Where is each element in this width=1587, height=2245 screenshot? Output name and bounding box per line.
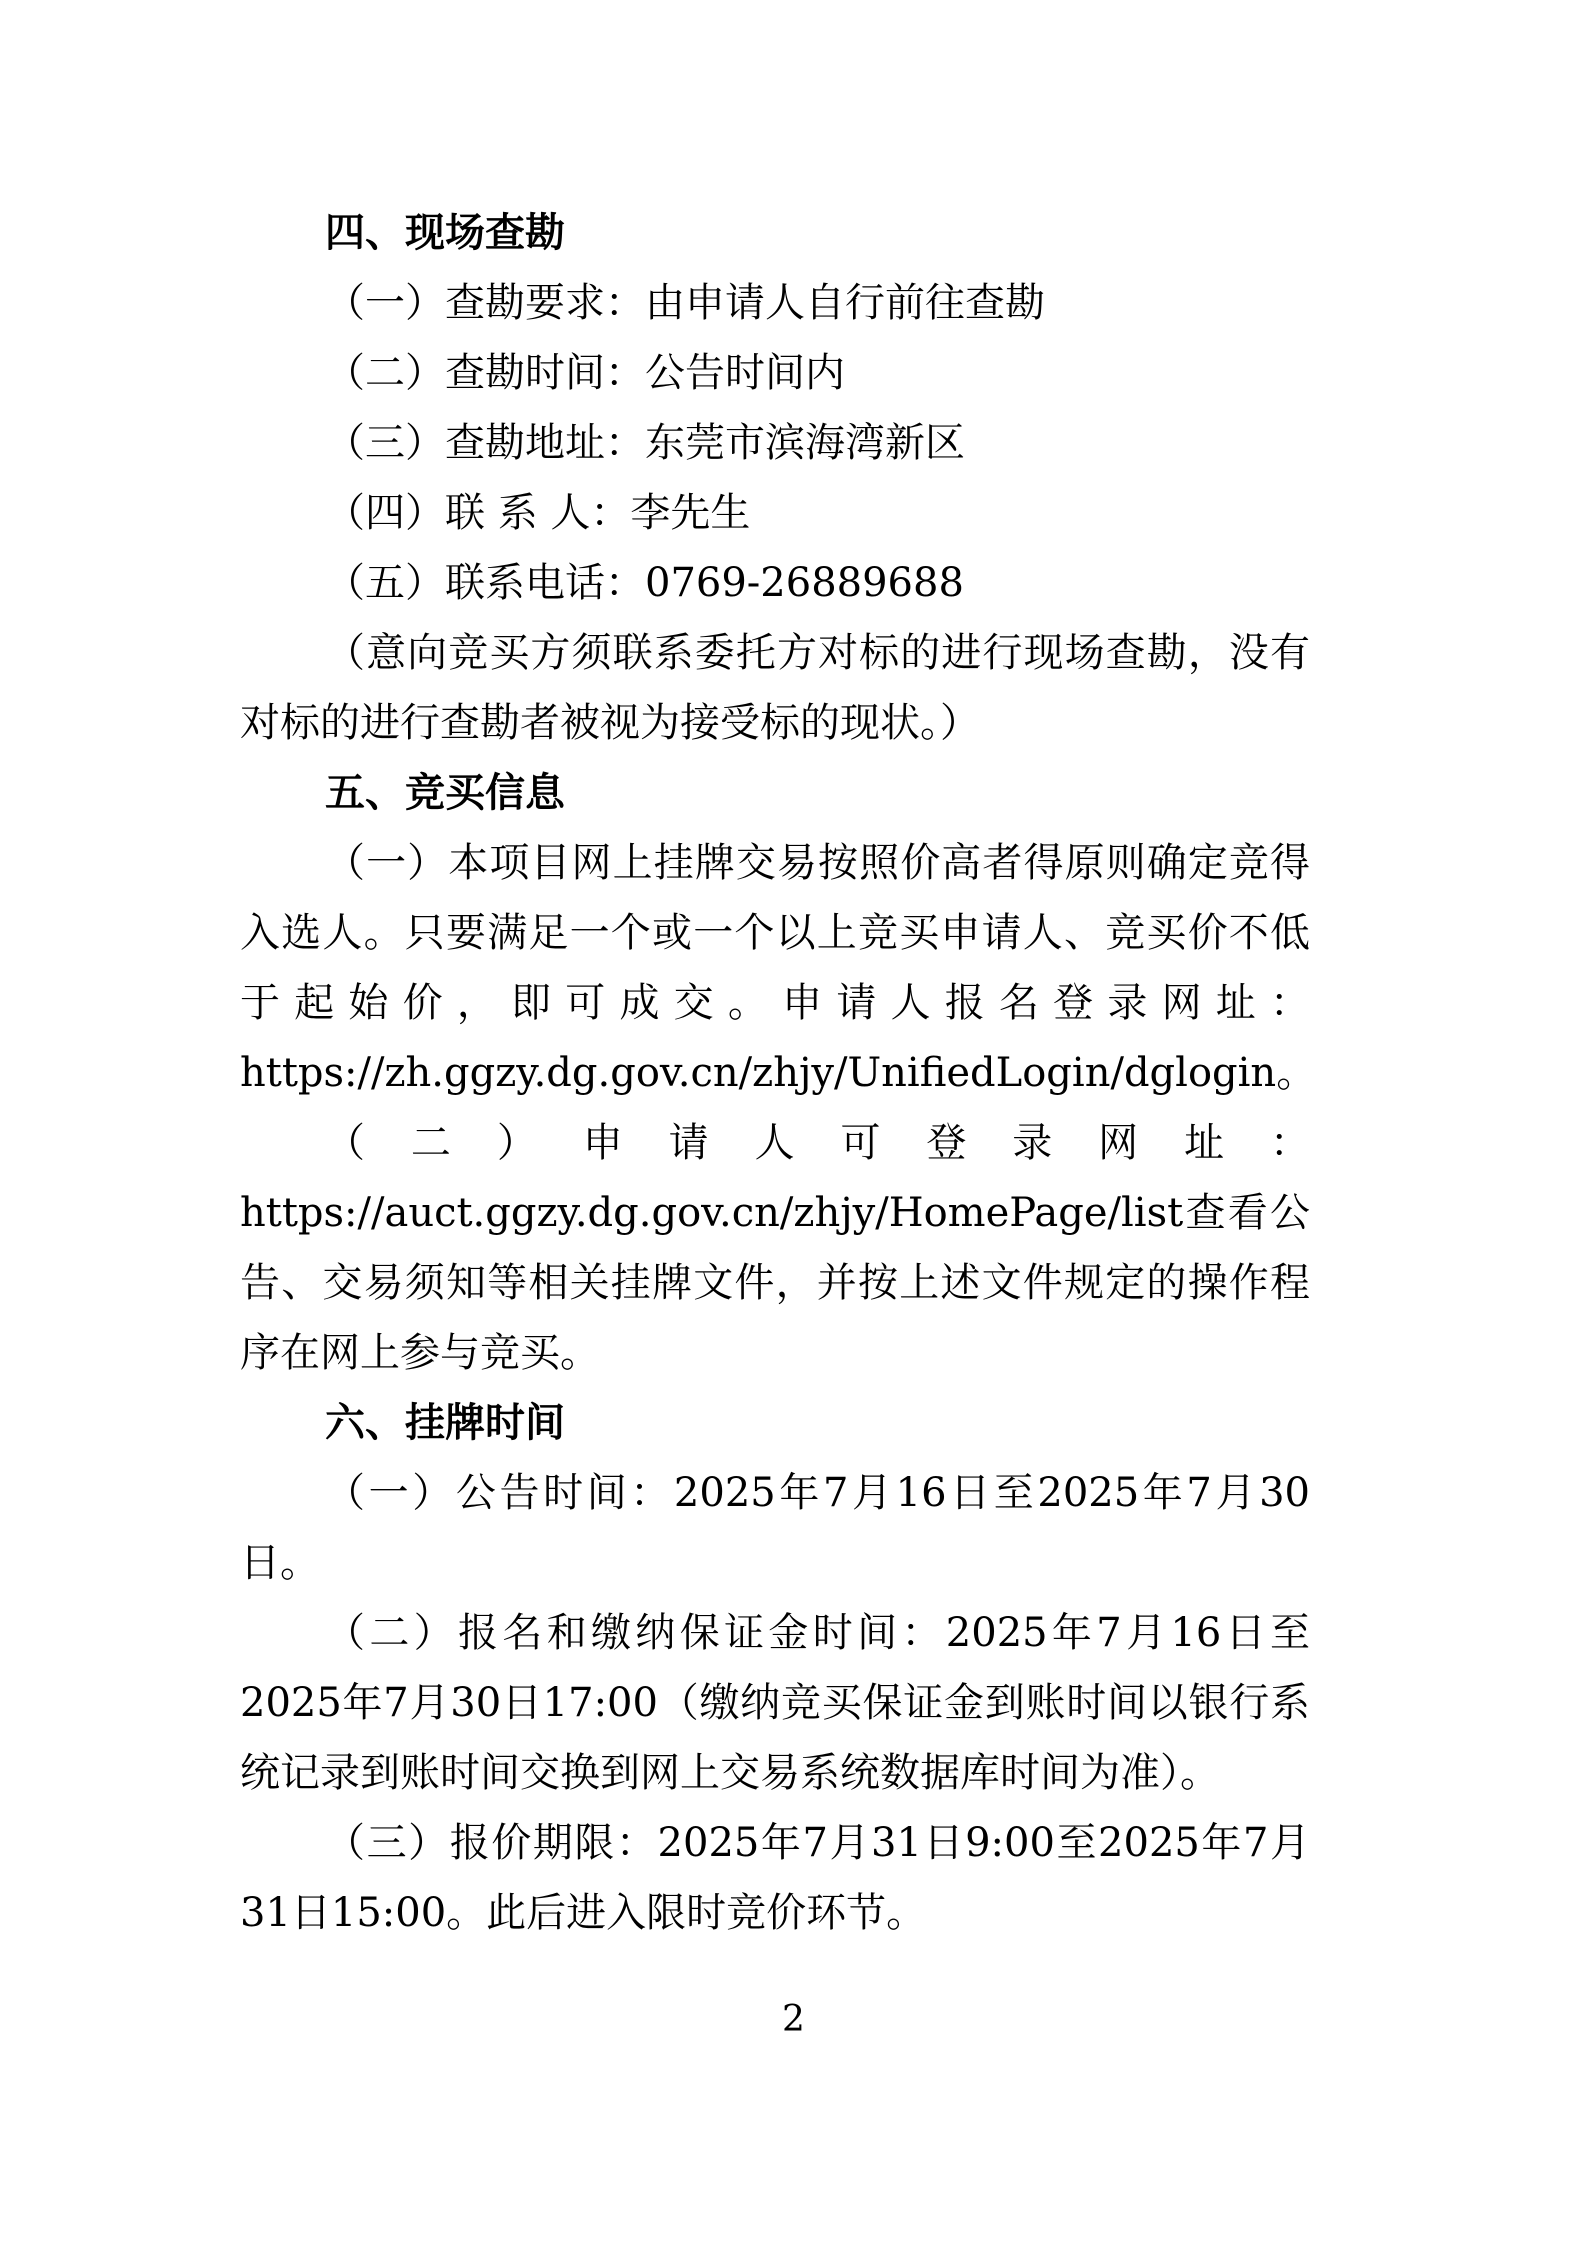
- paragraph-bidding-rule: （一）本项目网上挂牌交易按照价高者得原则确定竞得入选人。只要满足一个或一个以上竞买申请人、竞买价不低于起始价，即可成交。申请人报名登录网址：https://zh.ggzy.dg.gov.cn/zhjy/UnifiedLogin/dglogin。: [240, 840, 1317, 1096]
- page-number: 2: [782, 1999, 805, 2040]
- paragraph-login-url-intro: （二）申请人可登录网址：: [325, 1120, 1310, 1166]
- paragraph-registration-time: （二）报名和缴纳保证金时间：2025年7月16日至2025年7月30日17:00（缴纳竞买保证金到账时间以银行系统记录到账时间交换到网上交易系统数据库时间为准）。: [240, 1610, 1310, 1796]
- paragraph-announcement-time: （一）公告时间：2025年7月16日至2025年7月30日。: [240, 1470, 1310, 1586]
- paragraph-inspection-note: （意向竞买方须联系委托方对标的进行现场查勘，没有对标的进行查勘者被视为接受标的现状。）: [240, 630, 1310, 746]
- section-site-inspection: [240, 198, 1310, 758]
- paragraph-inspection-time: （二）查勘时间：公告时间内: [325, 350, 845, 396]
- section-listing-time: [240, 1388, 1310, 1948]
- section-heading: 四、现场查勘: [325, 210, 565, 256]
- document-body: [240, 198, 1317, 1948]
- section-heading: 五、竞买信息: [325, 770, 565, 816]
- paragraph-inspection-address: （三）查勘地址：东莞市滨海湾新区: [325, 420, 965, 466]
- section-heading: 六、挂牌时间: [325, 1400, 565, 1446]
- paragraph-contact-person: （四）联 系 人：李先生: [325, 490, 751, 536]
- paragraph-quote-period: （三）报价期限：2025年7月31日9:00至2025年7月31日15:00。此后进入限时竞价环节。: [240, 1820, 1310, 1936]
- paragraph-contact-phone: （五）联系电话：0769-26889688: [325, 560, 964, 606]
- paragraph-login-url: https://auct.ggzy.dg.gov.cn/zhjy/HomePage/list查看公告、交易须知等相关挂牌文件，并按上述文件规定的操作程序在网上参与竞买。: [240, 1190, 1310, 1376]
- section-bidding-info: [240, 758, 1317, 1388]
- paragraph-inspection-requirement: （一）查勘要求：由申请人自行前往查勘: [325, 280, 1045, 326]
